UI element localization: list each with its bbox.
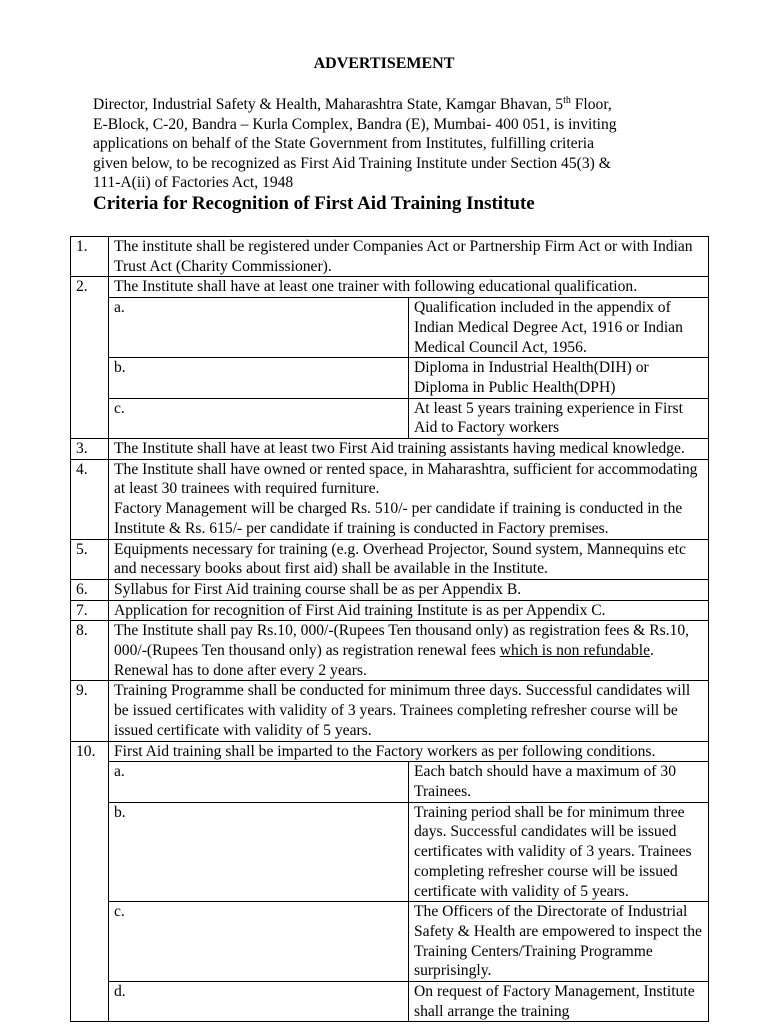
intro-line-5: 111-A(ii) of Factories Act, 1948	[93, 174, 294, 191]
criteria-table	[70, 236, 709, 1022]
floor-superscript: th	[563, 94, 571, 106]
subitem-text: Qualification included in the appendix of Indian Medical Degree Act, 1916 or Indian Medical Council Act, 1956.	[409, 298, 709, 358]
table-subrow	[71, 762, 709, 802]
item-number: 8.	[71, 621, 109, 681]
item-number: 9.	[71, 681, 109, 741]
intro-line-1-end: Floor,	[570, 96, 612, 113]
intro-line-4: given below, to be recognized as First Aid Training Institute under Section 45(3) &	[93, 154, 611, 172]
intro-paragraph	[93, 95, 718, 193]
item-text: The institute shall be registered under Companies Act or Partnership Firm Act or with Indian Trust Act (Charity Commissioner).	[109, 237, 709, 277]
item-number: 1.	[71, 237, 109, 277]
item-cell	[109, 459, 709, 539]
table-subrow	[71, 298, 709, 358]
advertisement-heading: ADVERTISEMENT	[313, 55, 455, 72]
table-row	[71, 621, 709, 681]
subitem-letter: a.	[109, 298, 409, 358]
subitem-text: At least 5 years training experience in First Aid to Factory workers	[409, 398, 709, 438]
subitem-letter: c.	[109, 902, 409, 982]
table-row	[71, 459, 709, 539]
subitem-letter: b.	[109, 358, 409, 398]
item-text: The Institute shall have owned or rented space, in Maharashtra, sufficient for accommodating at least 30 trainees with required furniture.	[114, 460, 698, 498]
intro-line-3: applications on behalf of the State Government from Institutes, fulfilling criteria	[93, 135, 595, 152]
item-number: 2.	[71, 277, 109, 439]
item-number: 7.	[71, 600, 109, 621]
subitem-text: Each batch should have a maximum of 30 Trainees.	[409, 762, 709, 802]
table-row	[71, 600, 709, 621]
intro-line-1-text: Director, Industrial Safety & Health, Maharashtra State, Kamgar Bhavan, 5	[93, 96, 564, 113]
table-subrow	[71, 358, 709, 398]
table-row	[71, 579, 709, 600]
table-row	[71, 681, 709, 741]
item-number: 4.	[71, 459, 109, 539]
table-subrow	[71, 398, 709, 438]
subitem-text: Training period shall be for minimum three days. Successful candidates will be issued certificates with validity of 3 years. Trainees completing refresher course will be issued certificate with validity of 5 years.	[409, 802, 709, 902]
item-text-end: . Renewal has to done after every 2 years.	[114, 642, 654, 679]
item-number: 10.	[71, 741, 109, 1022]
subitem-letter: d.	[109, 982, 409, 1022]
table-row	[71, 277, 709, 298]
item-number: 3.	[71, 439, 109, 460]
item-text: Application for recognition of First Aid training Institute is as per Appendix C.	[109, 600, 709, 621]
table-row	[71, 539, 709, 579]
criteria-title: Criteria for Recognition of First Aid Training Institute	[93, 193, 535, 214]
table-subrow	[71, 802, 709, 902]
item-text: The Institute shall have at least two First Aid training assistants having medical knowledge.	[109, 439, 709, 460]
item-text: Equipments necessary for training (e.g. Overhead Projector, Sound system, Mannequins etc and necessary books about first aid) shall be available in the Institute.	[109, 539, 709, 579]
subitem-letter: a.	[109, 762, 409, 802]
table-row	[71, 741, 709, 762]
intro-line-1	[93, 95, 718, 115]
intro-line-2: E-Block, C-20, Bandra – Kurla Complex, Bandra (E), Mumbai- 400 051, is inviting	[93, 115, 617, 133]
item-cell	[109, 621, 709, 681]
subitem-text: The Officers of the Directorate of Industrial Safety & Health are empowered to inspect the Training Centers/Training Programme surprisingly.	[409, 902, 709, 982]
item-number: 6.	[71, 579, 109, 600]
item-text: Training Programme shall be conducted for minimum three days. Successful candidates will be issued certificates with validity of 3 years. Trainees completing refresher course will be issued certificate with validity of 5 years.	[109, 681, 709, 741]
subitem-letter: b.	[109, 802, 409, 902]
item-number: 5.	[71, 539, 109, 579]
item-fee-text: Factory Management will be charged Rs. 510/- per candidate if training is conducted in the Institute & Rs. 615/- per candidate if training is conducted in Factory premises.	[114, 500, 683, 537]
item-text: First Aid training shall be imparted to the Factory workers as per following conditions.	[109, 741, 709, 762]
non-refundable-underlined-text: which is non refundable	[499, 642, 651, 660]
table-subrow	[71, 902, 709, 982]
item-text: Syllabus for First Aid training course shall be as per Appendix B.	[109, 579, 709, 600]
table-subrow	[71, 982, 709, 1022]
item-text: The Institute shall have at least one trainer with following educational qualification.	[109, 277, 709, 298]
subitem-text: On request of Factory Management, Institute shall arrange the training	[409, 982, 709, 1022]
table-row	[71, 237, 709, 277]
subitem-text: Diploma in Industrial Health(DIH) or Diploma in Public Health(DPH)	[409, 358, 709, 398]
table-row	[71, 439, 709, 460]
item-text: The Institute shall pay Rs.10, 000/-(Rupees Ten thousand only) as registration fees & Rs.10, 000/-(Rupees Ten thousand only) as registration renewal fees	[114, 622, 690, 660]
subitem-letter: c.	[109, 398, 409, 438]
